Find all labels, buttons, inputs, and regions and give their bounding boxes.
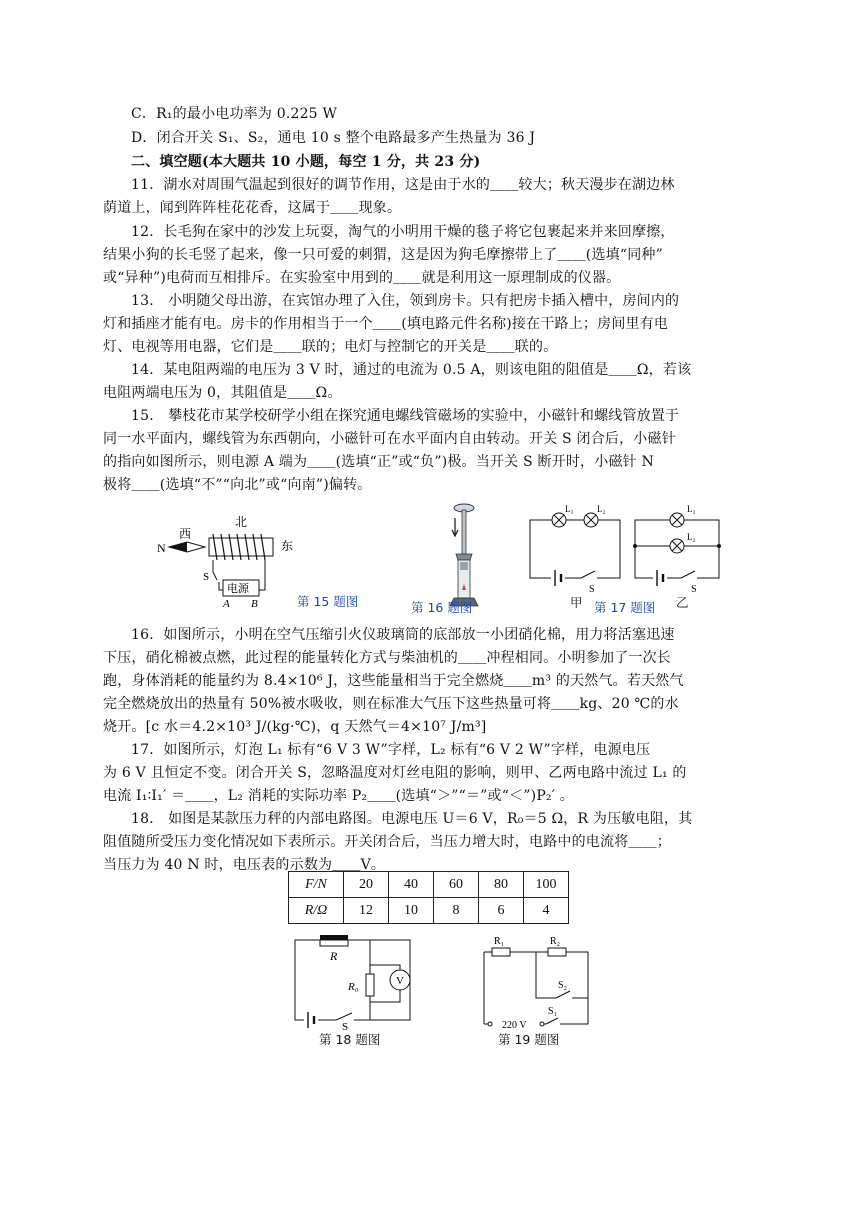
fig17-jia-label: 甲 (570, 595, 583, 610)
q14-line2: 电阻两端电压为 0，其阻值是＿＿Ω。 (103, 385, 342, 401)
q17-line3: 电流 I₁∶I₁′ ＝＿＿，L₂ 消耗的实际功率 P₂＿＿(选填“＞”“＝”或“＜”)P₂′ 。 (103, 788, 574, 804)
q16-line5: 烧开。[c 水＝4.2×10³ J/(kg·℃)，q 天然气＝4×10⁷ J/m³] (103, 719, 487, 735)
fig17-s-yi: S (691, 584, 697, 595)
fig15-switch-label: S (203, 571, 210, 583)
q15-line1: 15． 攀枝花市某学校研学小组在探究通电螺线管磁场的实验中，小磁针和螺线管放置于 (131, 408, 680, 424)
lamp-l1-jia (552, 513, 566, 527)
q13-line2: 灯和插座才能有电。房卡的作用相当于一个＿＿(填电路元件名称)接在干路上；房间里有电 (103, 316, 669, 332)
lamp-l1-yi (670, 513, 684, 527)
down-arrow-icon (452, 518, 458, 536)
q18-line2: 阻值随所受压力变化情况如下表所示。开关闭合后，当压力增大时，电路中的电流将＿＿； (103, 834, 671, 850)
q12-line1: 12．长毛狗在家中的沙发上玩耍，淘气的小明用干燥的毯子将它包裹起来并来回摩擦， (131, 224, 675, 240)
table-row (289, 872, 569, 898)
table-cell: 20 (344, 872, 389, 898)
q11-line1: 11．湖水对周围气温起到很好的调节作用，这是由于水的＿＿较大；秋天漫步在湖边林 (131, 177, 675, 193)
fig19-voltage-label: 220 V (502, 1020, 527, 1031)
fig17-caption: 第 17 题图 (594, 600, 656, 615)
fig18-v-label: V (396, 975, 404, 987)
fig19-s2-label: S₂ (558, 980, 568, 991)
table-cell: 40 (389, 872, 434, 898)
q17-line2: 为 6 V 且恒定不变。闭合开关 S，忽略温度对灯丝电阻的影响，则甲、乙两电路中流过 L₁ 的 (103, 765, 687, 781)
fig17-l1-yi: L₁ (687, 504, 696, 514)
q12-line3: 或“异种”)电荷而互相排斥。在实验室中用到的＿＿就是利用这一原理制成的仪器。 (103, 270, 621, 286)
q18-line3: 当压力为 40 N 时，电压表的示数为＿＿V。 (103, 857, 386, 873)
fig15-source-label: 电源 (227, 583, 249, 595)
section-heading: 二、填空题(本大题共 10 小题，每空 1 分，共 23 分) (131, 154, 481, 170)
fig17-yi-label: 乙 (676, 595, 689, 610)
fig19-s1-label: S₁ (548, 1006, 558, 1017)
figure-15-solenoid (155, 510, 305, 610)
fig18-s-label: S (342, 1021, 349, 1030)
q11-line2: 荫道上，闻到阵阵桂花花香，这属于＿＿现象。 (103, 200, 402, 216)
q12-line2: 结果小狗的长毛竖了起来，像一只可爱的刺猬，这是因为狗毛摩擦带上了＿＿(选填“同种” (103, 247, 663, 263)
q15-line3: 的指向如图所示，则电源 A 端为＿＿(选填“正”或“负”)极。当开关 S 断开时，小磁针 N (103, 454, 654, 470)
q13-line3: 灯、电视等用电器，它们是＿＿联的；电灯与控制它的开关是＿＿联的。 (103, 339, 558, 355)
q13-line1: 13． 小明随父母出游，在宾馆办理了入住，领到房卡。只有把房卡插入槽中，房间内的 (131, 293, 680, 309)
q15-line4: 极将＿＿(选填“不”“向北”或“向南”)偏转。 (103, 477, 372, 493)
fig18-r0-label: R₀ (348, 981, 359, 993)
fig19-caption: 第 19 题图 (498, 1032, 560, 1047)
table-cell: 60 (434, 872, 479, 898)
table-cell: 12 (344, 898, 389, 924)
figure-19-circuit (478, 932, 598, 1032)
pressure-resistance-table (288, 871, 569, 924)
q16-line1: 16．如图所示，小明在空气压缩引火仪玻璃筒的底部放一小团硝化棉，用力将活塞迅速 (131, 627, 675, 643)
option-c: C．R₁的最小电功率为 0.225 W (131, 106, 338, 122)
resistor-r2 (548, 948, 566, 956)
q17-line1: 17．如图所示，灯泡 L₁ 标有“6 V 3 W”字样，L₂ 标有“6 V 2 W”字样，电源电压 (131, 742, 651, 758)
fig19-r1-label: R₁ (494, 936, 505, 947)
option-d: D．闭合开关 S₁、S₂，通电 10 s 整个电路最多产生热量为 36 J (131, 130, 536, 146)
fig18-caption: 第 18 题图 (319, 1032, 381, 1047)
table-cell: 80 (479, 872, 524, 898)
lamp-l2-yi (670, 539, 684, 553)
table-cell: 6 (479, 898, 524, 924)
resistor-r0 (366, 974, 374, 996)
table-head-f: F/N (289, 872, 344, 898)
fig15-needle-n-label: N (157, 541, 166, 555)
fig15-lead-left (213, 560, 217, 580)
lamp-l2-jia (584, 513, 598, 527)
figure-17-circuits (525, 500, 725, 600)
fig15-north-label: 北 (235, 515, 248, 529)
resistor-r1 (492, 948, 510, 956)
figure-18-pressure-scale (290, 930, 420, 1030)
table-cell: 4 (524, 898, 569, 924)
fig17-l2-jia: L₂ (597, 504, 606, 514)
fig15-a-label: A (223, 598, 230, 610)
fig15-caption: 第 15 题图 (297, 594, 359, 609)
q15-line2: 同一水平面内，螺线管为东西朝向，小磁针可在水平面内自由转动。开关 S 闭合后，小磁针 (103, 431, 676, 447)
table-head-r: R/Ω (289, 898, 344, 924)
figure-16-fire-piston (440, 498, 490, 610)
fig15-east-label: 东 (281, 539, 294, 553)
q14-line1: 14．某电阻两端的电压为 3 V 时，通过的电流为 0.5 A，则该电阻的阻值是＿＿Ω，若该 (131, 362, 692, 378)
q16-line2: 下压，硝化棉被点燃，此过程的能量转化方式与柴油机的＿＿冲程相同。小明参加了一次长 (103, 650, 671, 666)
table-cell: 8 (434, 898, 479, 924)
fig18-r-label: R (330, 949, 338, 963)
fig17-s-jia: S (589, 584, 595, 595)
q16-line4: 完全燃烧放出的热量有 50%被水吸收，则在标准大气压下这些热量可将＿＿kg、20 ℃的水 (103, 696, 679, 712)
fig15-west-label: 西 (179, 527, 192, 541)
table-cell: 10 (389, 898, 434, 924)
fig16-caption: 第 16 题图 (411, 600, 473, 615)
table-row (289, 898, 569, 924)
q18-line1: 18． 如图是某款压力秤的内部电路图。电源电压 U＝6 V，R₀＝5 Ω，R 为压敏电阻，其 (131, 811, 693, 827)
fig17-l2-yi: L₂ (687, 532, 696, 542)
fig15-b-label: B (251, 598, 258, 610)
compass-needle-dark-half (169, 542, 187, 552)
fig17-l1-jia: L₁ (565, 504, 574, 514)
q16-line3: 跑，身体消耗的能量约为 8.4×10⁶ J，这些能量相当于完全燃烧＿＿m³ 的天然气。若天然气 (103, 673, 684, 689)
fig19-r2-label: R₂ (550, 936, 561, 947)
table-cell: 100 (524, 872, 569, 898)
